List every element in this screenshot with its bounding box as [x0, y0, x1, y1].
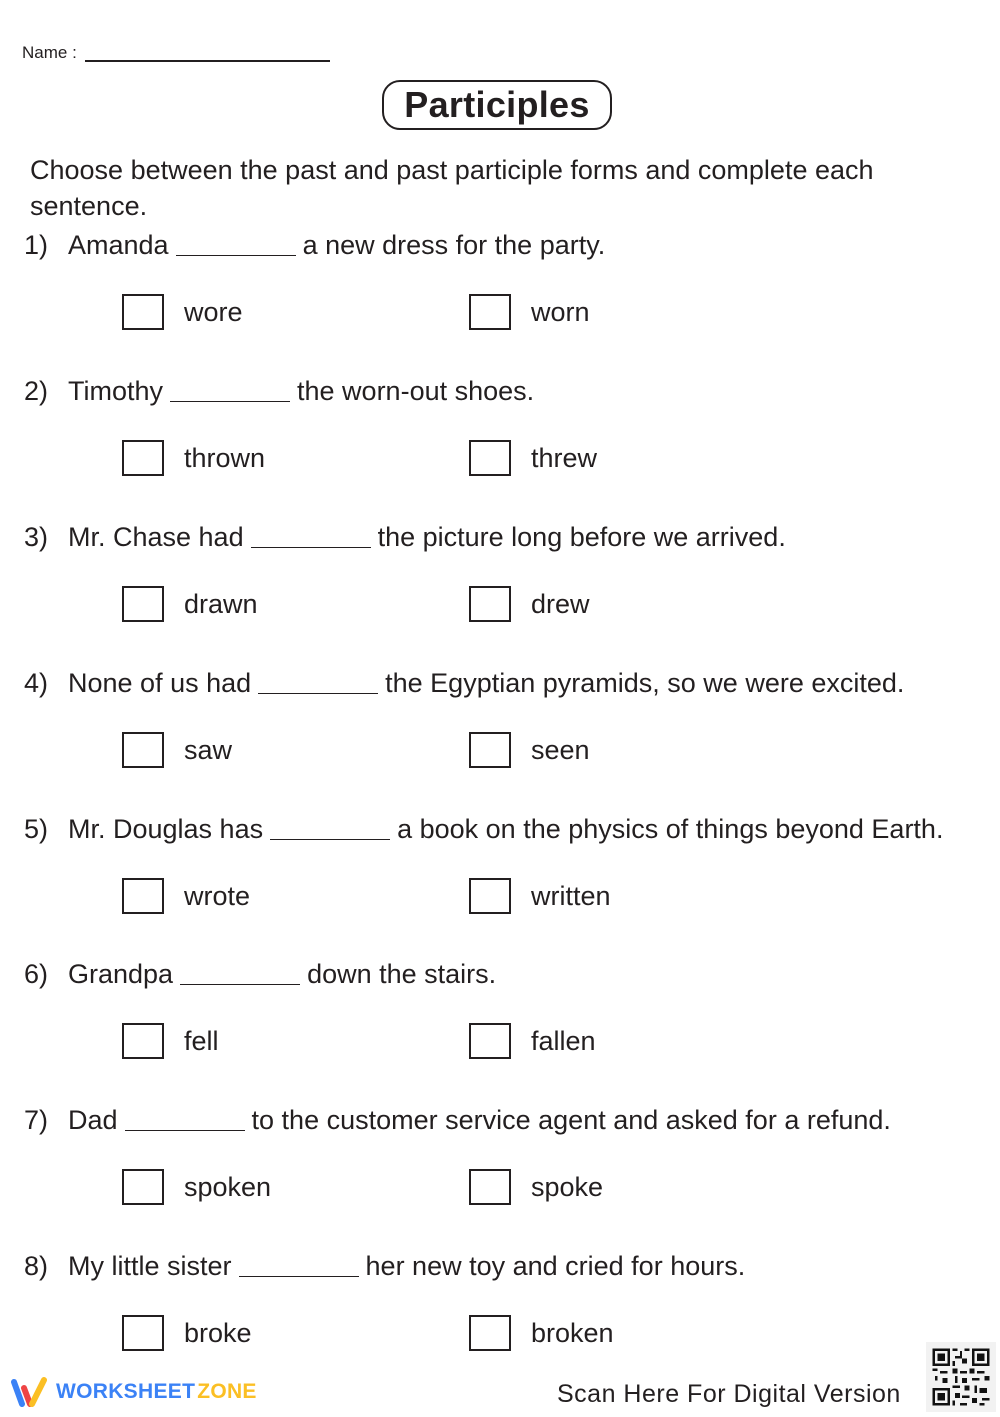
- sentence-start: Amanda: [68, 230, 169, 260]
- question-1: [24, 228, 994, 334]
- option-a[interactable]: [122, 294, 243, 330]
- answer-options: [24, 1023, 994, 1063]
- option-a[interactable]: [122, 878, 250, 914]
- checkbox[interactable]: [122, 294, 164, 330]
- question-8: [24, 1249, 994, 1355]
- question-sentence: [24, 957, 994, 991]
- name-label: Name :: [22, 43, 77, 62]
- brand-name-primary: WORKSHEET: [56, 1380, 196, 1403]
- option-label: drawn: [184, 589, 258, 619]
- sentence-end: a book on the physics of things beyond Earth.: [397, 814, 944, 844]
- sentence-start: None of us had: [68, 668, 252, 698]
- question-sentence: [24, 374, 994, 408]
- qr-code[interactable]: [926, 1342, 996, 1412]
- option-label: thrown: [184, 443, 266, 473]
- question-number: 5): [24, 814, 49, 844]
- option-a[interactable]: [122, 1315, 252, 1351]
- question-7: [24, 1103, 994, 1209]
- answer-options: [24, 732, 994, 772]
- option-label: drew: [531, 589, 590, 619]
- answer-blank[interactable]: [251, 547, 371, 548]
- question-sentence: [24, 520, 994, 554]
- option-b[interactable]: [469, 732, 590, 768]
- sentence-end: down the stairs.: [307, 959, 497, 989]
- question-number: 4): [24, 668, 49, 698]
- sentence-end: the Egyptian pyramids, so we were excited.: [385, 668, 905, 698]
- checkbox[interactable]: [122, 1169, 164, 1205]
- checkbox[interactable]: [469, 1023, 511, 1059]
- sentence-start: Dad: [68, 1105, 118, 1135]
- question-3: [24, 520, 994, 626]
- sentence-start: Grandpa: [68, 959, 174, 989]
- answer-blank[interactable]: [176, 255, 296, 256]
- question-sentence: [24, 1103, 994, 1137]
- name-input-line[interactable]: [85, 60, 330, 62]
- checkbox[interactable]: [122, 1023, 164, 1059]
- w-logo-icon: [8, 1374, 52, 1410]
- option-label: written: [531, 881, 611, 911]
- option-label: spoken: [184, 1172, 272, 1202]
- checkbox[interactable]: [122, 1315, 164, 1351]
- answer-blank[interactable]: [270, 839, 390, 840]
- sentence-start: Mr. Douglas has: [68, 814, 264, 844]
- page-title: Participles: [404, 84, 590, 125]
- checkbox[interactable]: [122, 732, 164, 768]
- option-b[interactable]: [469, 586, 590, 622]
- option-a[interactable]: [122, 1169, 271, 1205]
- question-2: [24, 374, 994, 480]
- instructions: Choose between the past and past participle forms and complete each sentence.: [30, 155, 874, 221]
- option-label: worn: [531, 297, 590, 327]
- checkbox[interactable]: [469, 878, 511, 914]
- sentence-end: her new toy and cried for hours.: [365, 1251, 746, 1281]
- option-label: fell: [184, 1026, 219, 1056]
- option-b[interactable]: [469, 1169, 603, 1205]
- checkbox[interactable]: [469, 294, 511, 330]
- option-b[interactable]: [469, 294, 590, 330]
- brand-name-secondary: ZONE: [197, 1380, 257, 1403]
- question-number: 3): [24, 522, 49, 552]
- question-5: [24, 812, 994, 918]
- title-box: [382, 80, 612, 130]
- option-label: threw: [531, 443, 598, 473]
- answer-options: [24, 440, 994, 480]
- name-field-row: [22, 42, 330, 64]
- worksheetzone-logo[interactable]: [8, 1374, 257, 1410]
- qr-code-icon: [930, 1346, 992, 1408]
- option-label: wrote: [184, 881, 251, 911]
- question-sentence: [24, 1249, 994, 1283]
- question-number: 6): [24, 959, 49, 989]
- answer-blank[interactable]: [258, 693, 378, 694]
- option-label: saw: [184, 735, 233, 765]
- answer-blank[interactable]: [170, 401, 290, 402]
- answer-blank[interactable]: [180, 984, 300, 985]
- option-a[interactable]: [122, 586, 258, 622]
- checkbox[interactable]: [122, 878, 164, 914]
- option-label: spoke: [531, 1172, 604, 1202]
- checkbox[interactable]: [469, 1315, 511, 1351]
- checkbox[interactable]: [469, 732, 511, 768]
- checkbox[interactable]: [122, 440, 164, 476]
- checkbox[interactable]: [122, 586, 164, 622]
- option-label: broke: [184, 1318, 252, 1348]
- option-b[interactable]: [469, 1023, 596, 1059]
- question-number: 1): [24, 230, 49, 260]
- answer-options: [24, 294, 994, 334]
- question-6: [24, 957, 994, 1063]
- option-label: fallen: [531, 1026, 596, 1056]
- sentence-start: Mr. Chase had: [68, 522, 244, 552]
- sentence-end: the picture long before we arrived.: [377, 522, 786, 552]
- checkbox[interactable]: [469, 1169, 511, 1205]
- scan-instruction: Scan Here For Digital Version: [557, 1380, 901, 1408]
- question-4: [24, 666, 994, 772]
- option-b[interactable]: [469, 878, 611, 914]
- sentence-start: Timothy: [68, 376, 164, 406]
- question-sentence: [24, 228, 994, 262]
- option-label: wore: [184, 297, 243, 327]
- option-b[interactable]: [469, 440, 597, 476]
- option-a[interactable]: [122, 440, 265, 476]
- answer-options: [24, 586, 994, 626]
- sentence-end: to the customer service agent and asked for a refund.: [251, 1105, 891, 1135]
- question-number: 2): [24, 376, 49, 406]
- question-sentence: [24, 666, 994, 700]
- answer-blank[interactable]: [239, 1276, 359, 1277]
- answer-options: [24, 878, 994, 918]
- answer-options: [24, 1169, 994, 1209]
- sentence-end: the worn-out shoes.: [297, 376, 535, 406]
- answer-options: [24, 1315, 994, 1355]
- question-number: 8): [24, 1251, 49, 1281]
- checkbox[interactable]: [469, 586, 511, 622]
- question-number: 7): [24, 1105, 49, 1135]
- option-b[interactable]: [469, 1315, 614, 1351]
- sentence-start: My little sister: [68, 1251, 232, 1281]
- option-label: seen: [531, 735, 590, 765]
- checkbox[interactable]: [469, 440, 511, 476]
- option-label: broken: [531, 1318, 614, 1348]
- sentence-end: a new dress for the party.: [302, 230, 606, 260]
- option-a[interactable]: [122, 1023, 219, 1059]
- option-a[interactable]: [122, 732, 232, 768]
- question-sentence: [24, 812, 994, 846]
- answer-blank[interactable]: [125, 1130, 245, 1131]
